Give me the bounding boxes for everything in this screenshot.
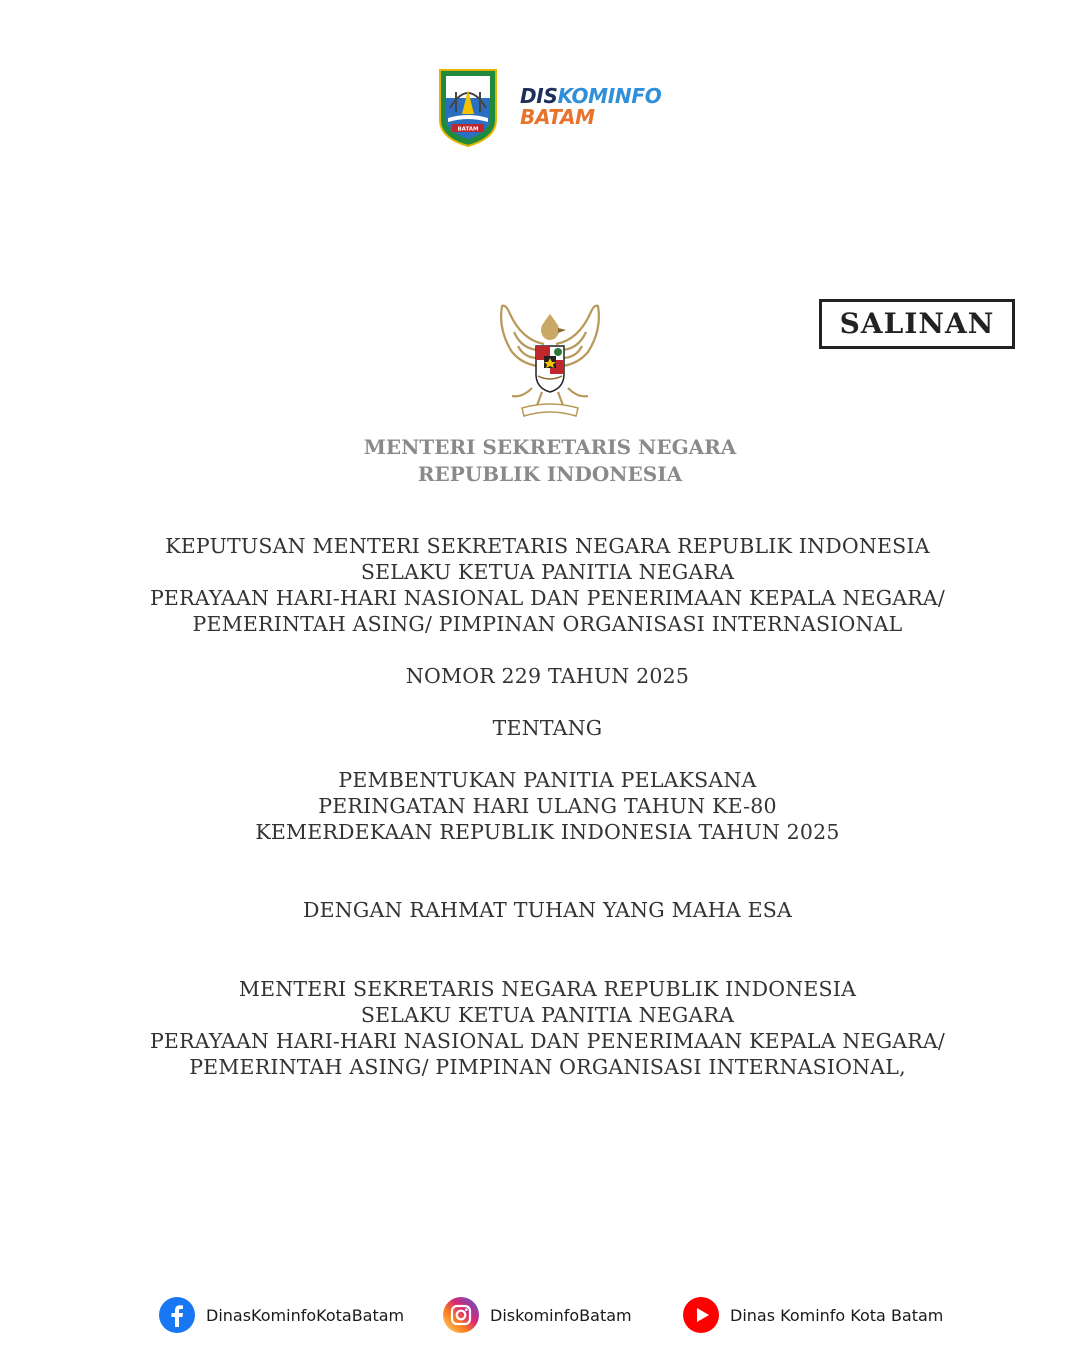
facebook-label: DinasKominfoKotaBatam	[206, 1305, 405, 1325]
youtube-label: Dinas Kominfo Kota Batam	[730, 1305, 944, 1325]
decree-subject-line: PEMBENTUKAN PANITIA PELAKSANA	[338, 768, 757, 792]
youtube-icon	[682, 1296, 720, 1334]
decree-title-line: PEMERINTAH ASING/ PIMPINAN ORGANISASI INTERNASIONAL	[192, 612, 903, 636]
decree-number-text: NOMOR 229 TAHUN 2025	[405, 664, 690, 688]
tentang-text: TENTANG	[492, 716, 603, 740]
salinan-stamp: SALINAN	[819, 299, 1015, 349]
tentang-heading	[100, 715, 995, 741]
instagram-icon	[442, 1296, 480, 1334]
closing-line: PEMERINTAH ASING/ PIMPINAN ORGANISASI INTERNASIONAL,	[189, 1055, 906, 1079]
brand-dis: DIS	[520, 84, 558, 108]
decree-subject-line: KEMERDEKAAN REPUBLIK INDONESIA TAHUN 2025	[255, 820, 840, 844]
issuer-line: REPUBLIK INDONESIA	[417, 462, 683, 486]
diskominfo-brand	[520, 86, 661, 128]
decree-title-line: KEPUTUSAN MENTERI SEKRETARIS NEGARA REPUBLIK INDONESIA	[165, 534, 930, 558]
batam-city-logo	[438, 68, 498, 148]
invocation-text: DENGAN RAHMAT TUHAN YANG MAHA ESA	[302, 898, 793, 922]
decree-subject	[100, 767, 995, 845]
decree-title-line: PERAYAAN HARI-HARI NASIONAL DAN PENERIMAAN KEPALA NEGARA/	[149, 586, 946, 610]
decree-title	[100, 533, 995, 637]
garuda-emblem	[492, 300, 608, 422]
closing-line: SELAKU KETUA PANITIA NEGARA	[360, 1003, 735, 1027]
instagram-label: DiskominfoBatam	[490, 1305, 632, 1325]
closing-heading	[100, 976, 995, 1080]
instagram-link[interactable]	[442, 1296, 632, 1334]
closing-line: MENTERI SEKRETARIS NEGARA REPUBLIK INDONESIA	[238, 977, 857, 1001]
issuer-heading	[300, 434, 800, 488]
decree-subject-line: PERINGATAN HARI ULANG TAHUN KE-80	[318, 794, 777, 818]
closing-line: PERAYAAN HARI-HARI NASIONAL DAN PENERIMAAN KEPALA NEGARA/	[149, 1029, 946, 1053]
svg-text:BATAM: BATAM	[457, 126, 479, 133]
facebook-icon	[158, 1296, 196, 1334]
decree-title-line: SELAKU KETUA PANITIA NEGARA	[360, 560, 735, 584]
youtube-link[interactable]	[682, 1296, 943, 1334]
facebook-link[interactable]	[158, 1296, 404, 1334]
brand-batam: BATAM	[520, 105, 595, 129]
brand-kominfo: KOMINFO	[557, 84, 662, 108]
invocation	[100, 897, 995, 923]
issuer-line: MENTERI SEKRETARIS NEGARA	[363, 435, 737, 459]
decree-number	[100, 663, 995, 689]
